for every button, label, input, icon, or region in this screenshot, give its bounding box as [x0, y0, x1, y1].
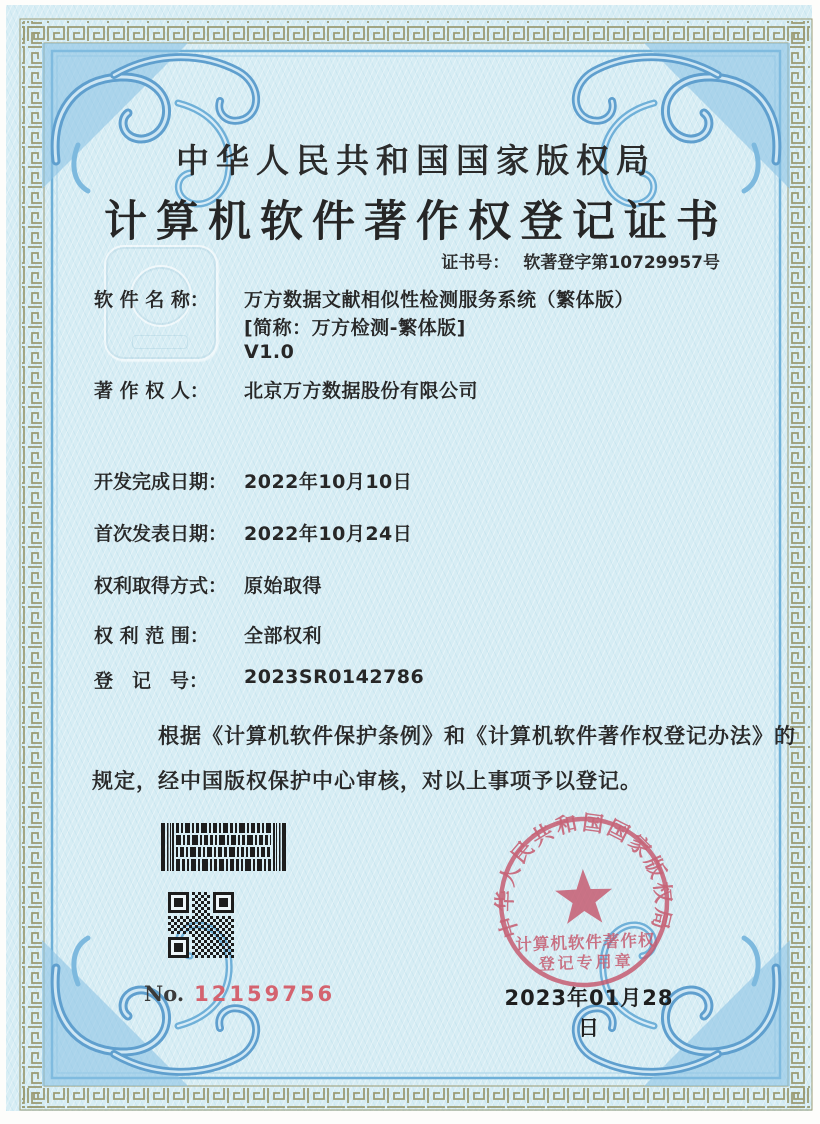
- field-value-software-version: V1.0: [244, 341, 295, 363]
- field-value-rights-acquisition: 原始取得: [244, 575, 323, 597]
- pdf417-barcode-icon: [161, 823, 287, 871]
- field-label-dev-complete-date: 开发完成日期：: [94, 471, 228, 493]
- qr-code-icon: [168, 892, 234, 958]
- certificate-page: [6, 5, 812, 1111]
- field-value-first-publish-date: 2022年10月24日: [244, 523, 413, 545]
- statement-line1: 根据《计算机软件保护条例》和《计算机软件著作权登记办法》的: [158, 724, 796, 748]
- field-label-registration-number: 登 记 号：: [94, 670, 209, 692]
- field-label-rights-acquisition: 权利取得方式：: [94, 575, 228, 597]
- stamp-line1: 计算机软件著作权: [515, 930, 656, 955]
- serial-number: 12159756: [194, 982, 336, 1006]
- field-label-rights-scope: 权 利 范 围：: [94, 625, 209, 647]
- field-value-copyright-owner: 北京万方数据股份有限公司: [244, 380, 479, 402]
- serial-prefix: No.: [144, 981, 185, 1006]
- certificate-number-line: [441, 248, 720, 273]
- field-value-rights-scope: 全部权利: [244, 625, 323, 647]
- certificate-number-label: 证书号：: [441, 253, 510, 273]
- issue-date: 2023年01月28日: [504, 986, 674, 1040]
- field-value-software-name: 万方数据文献相似性检测服务系统（繁体版）: [244, 289, 635, 311]
- field-label-first-publish-date: 首次发表日期：: [94, 523, 228, 545]
- official-seal-stamp: [486, 804, 683, 1001]
- stamp-line2: 登记专用章: [538, 951, 634, 974]
- field-label-software-name: 软 件 名 称：: [94, 289, 209, 311]
- stamp-ring-text: 中华人民共和国国家版权局: [492, 810, 676, 941]
- serial-number-line: [144, 981, 335, 1006]
- field-label-copyright-owner: 著 作 权 人：: [94, 380, 209, 402]
- field-value-dev-complete-date: 2022年10月10日: [244, 471, 413, 493]
- statement-line2: 规定，经中国版权保护中心审核，对以上事项予以登记。: [92, 769, 642, 793]
- certificate-number-value: 软著登字第10729957号: [523, 253, 720, 273]
- issuer-title: 中华人民共和国国家版权局: [176, 141, 656, 180]
- certificate-title: 计算机软件著作权登记证书: [104, 197, 728, 247]
- field-value-software-shortname: [简称：万方检测-繁体版]: [244, 317, 466, 339]
- field-value-registration-number: 2023SR0142786: [244, 666, 425, 688]
